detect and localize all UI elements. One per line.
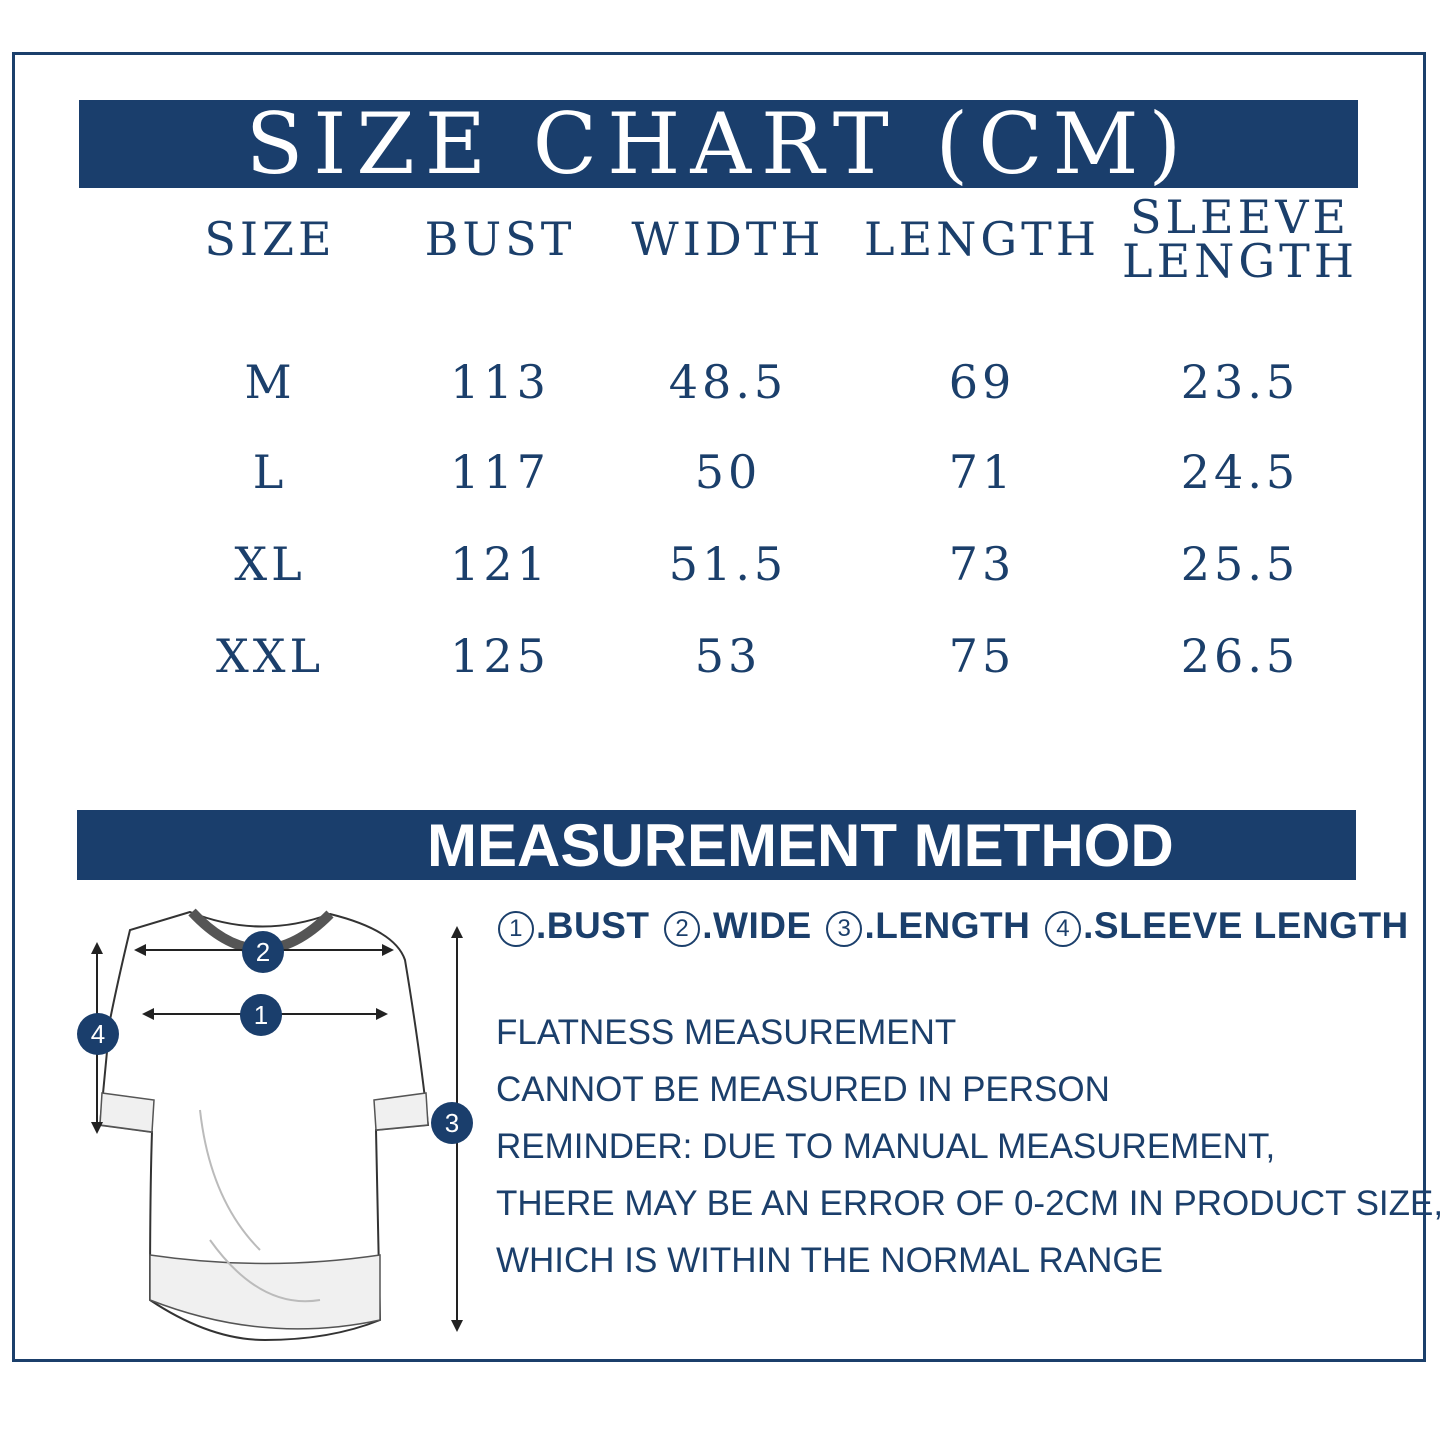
legend-label: .BUST — [536, 905, 650, 946]
cell-width: 51.5 — [668, 537, 788, 591]
header-size: SIZE — [204, 212, 336, 266]
cell-size: L — [252, 445, 288, 499]
note-line: CANNOT BE MEASURED IN PERSON — [496, 1070, 1110, 1109]
legend-number: 2 — [664, 911, 700, 947]
cell-sleeve: 25.5 — [1180, 537, 1300, 591]
cell-bust: 121 — [450, 537, 550, 591]
cell-sleeve: 24.5 — [1180, 445, 1300, 499]
legend-label: .SLEEVE LENGTH — [1083, 905, 1409, 946]
marker-2-label: 2 — [255, 937, 271, 967]
marker-4-icon — [77, 1013, 119, 1055]
marker-4-label: 4 — [90, 1019, 106, 1049]
table-header-row — [140, 190, 1380, 295]
legend-label: .LENGTH — [864, 905, 1031, 946]
legend-number: 1 — [498, 911, 534, 947]
legend-label: .WIDE — [702, 905, 812, 946]
header-bust: BUST — [424, 212, 576, 266]
cell-width: 48.5 — [668, 355, 788, 409]
cell-bust: 117 — [450, 445, 550, 499]
measurement-method-title: MEASUREMENT METHOD — [427, 811, 1174, 879]
note-line: THERE MAY BE AN ERROR OF 0-2CM IN PRODUCT SIZE, — [496, 1184, 1444, 1223]
header-width: WIDTH — [631, 212, 825, 266]
marker-3-icon — [431, 1102, 473, 1144]
cell-width: 53 — [694, 629, 762, 683]
note-line: REMINDER: DUE TO MANUAL MEASUREMENT, — [496, 1127, 1276, 1166]
header-length: LENGTH — [864, 212, 1100, 266]
note-line: WHICH IS WITHIN THE NORMAL RANGE — [496, 1241, 1163, 1280]
legend-number: 4 — [1045, 911, 1081, 947]
cell-size: XL — [234, 537, 306, 591]
tshirt-diagram — [60, 900, 480, 1360]
cell-bust: 125 — [450, 629, 550, 683]
measurement-legend — [494, 905, 1409, 947]
size-chart-banner — [79, 95, 1358, 193]
size-chart-title: SIZE CHART (CM) — [245, 95, 1192, 193]
cell-length: 73 — [948, 537, 1016, 591]
cell-sleeve: 26.5 — [1180, 629, 1300, 683]
cell-width: 50 — [694, 445, 762, 499]
cell-length: 71 — [948, 445, 1016, 499]
marker-1-label: 1 — [253, 1000, 269, 1030]
marker-1-icon — [240, 994, 282, 1036]
measurement-method-banner — [77, 810, 1356, 880]
marker-2-icon — [242, 931, 284, 973]
table-row — [140, 537, 1380, 597]
measurement-notes — [496, 1004, 1443, 1289]
table-row — [140, 355, 1380, 415]
note-line: FLATNESS MEASUREMENT — [496, 1013, 957, 1052]
cell-size: M — [244, 355, 296, 409]
cell-sleeve: 23.5 — [1180, 355, 1300, 409]
legend-number: 3 — [826, 911, 862, 947]
header-sleeve-length: SLEEVE LENGTH — [1122, 190, 1358, 288]
cell-length: 75 — [948, 629, 1016, 683]
table-row — [140, 629, 1380, 689]
cell-length: 69 — [948, 355, 1016, 409]
cell-size: XXL — [215, 629, 325, 683]
cell-bust: 113 — [450, 355, 550, 409]
marker-3-label: 3 — [444, 1108, 460, 1138]
table-row — [140, 445, 1380, 505]
